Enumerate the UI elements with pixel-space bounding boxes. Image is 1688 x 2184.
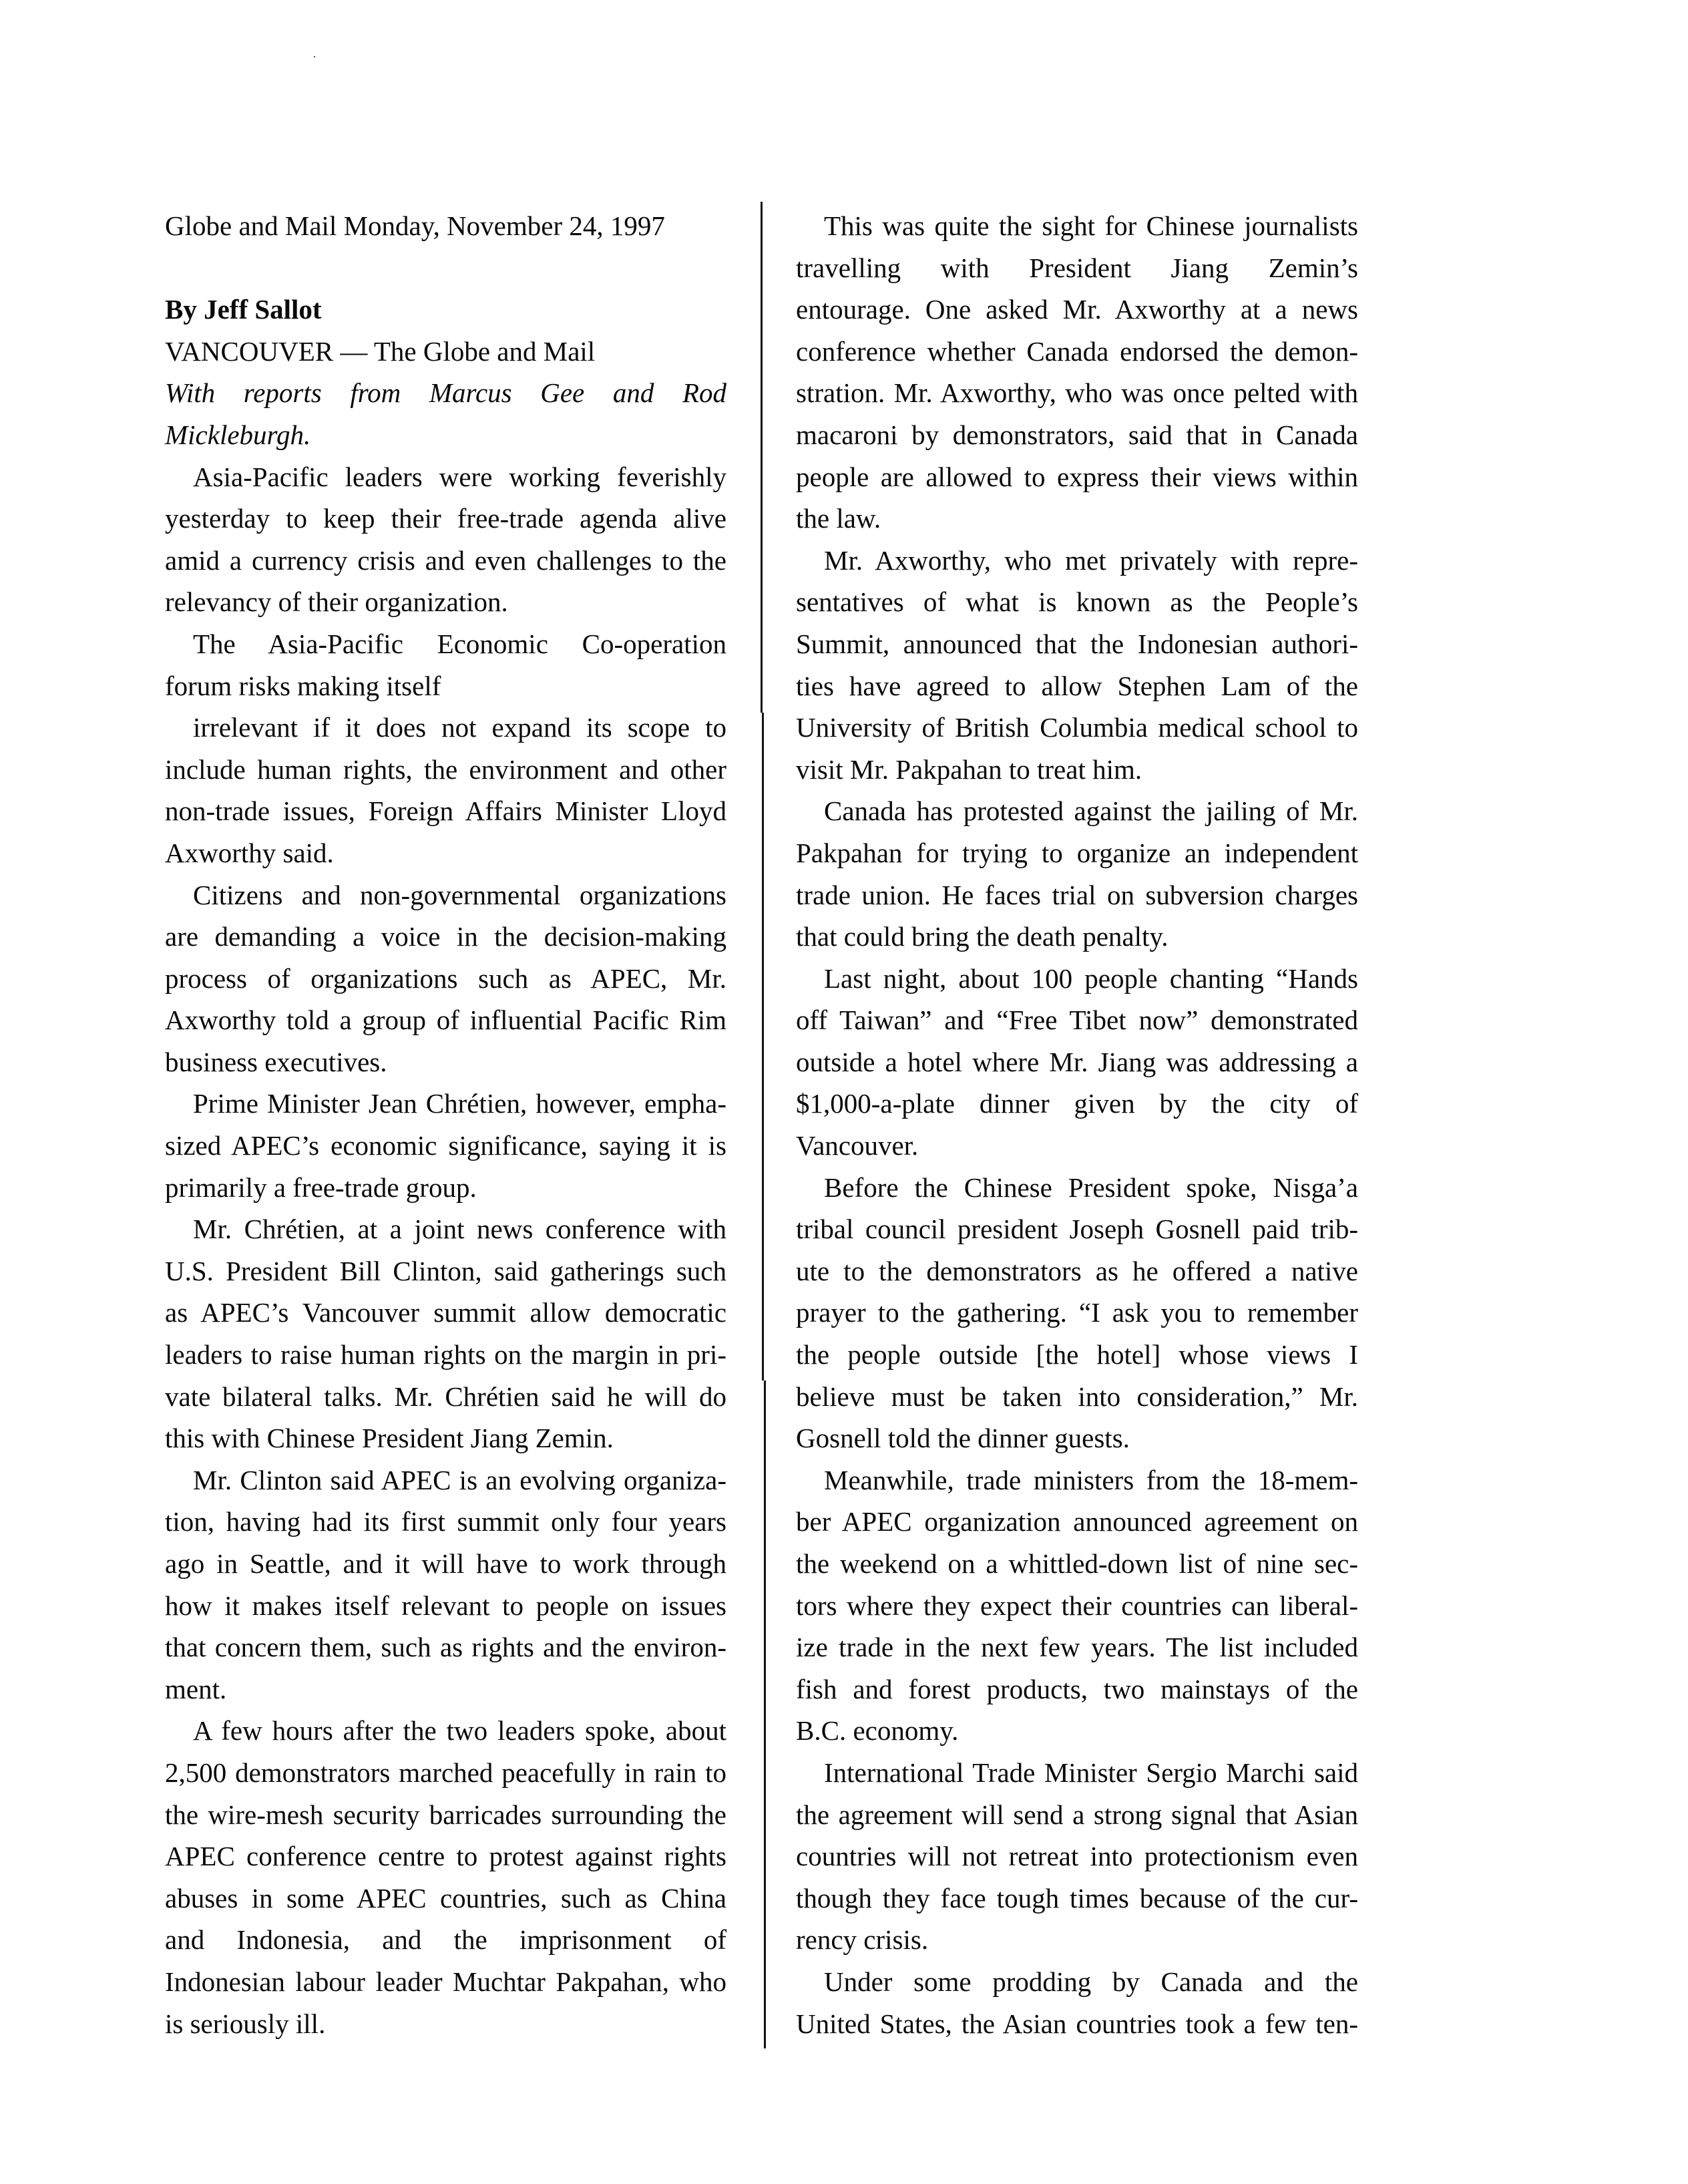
text-line: relevancy of their organization. — [165, 586, 508, 618]
text-line: abuses in some APEC countries, such as China — [165, 1882, 726, 1914]
text-line: Indonesian labour leader Muchtar Pakpahan, who — [165, 1966, 726, 1997]
text-line: are demanding a voice in the decision-making — [165, 921, 726, 952]
text-line: Canada has protested against the jailing of Mr. — [824, 795, 1358, 827]
byline: By Jeff Sallot — [165, 294, 322, 325]
text-line: Meanwhile, trade ministers from the 18-mem- — [824, 1464, 1358, 1495]
text-line: Gosnell told the dinner guests. — [796, 1423, 1130, 1454]
text-line: the wire-mesh security barricades surrounding the — [165, 1799, 726, 1830]
column-divider — [764, 1381, 766, 2048]
text-line: Mr. Chrétien, at a joint news conference with — [193, 1214, 726, 1245]
text-line: vate bilateral talks. Mr. Chrétien said he will do — [165, 1381, 726, 1412]
text-line: this with Chinese President Jiang Zemin. — [165, 1423, 614, 1454]
text-line: Summit, announced that the Indonesian authori- — [796, 628, 1358, 659]
text-line: rency crisis. — [796, 1924, 929, 1956]
text-line: sized APEC’s economic significance, saying it is — [165, 1130, 726, 1161]
text-line: tors where they expect their countries can liberal- — [796, 1590, 1358, 1621]
text-line: tion, having had its first summit only four years — [165, 1506, 726, 1537]
text-line: ago in Seattle, and it will have to work through — [165, 1548, 726, 1579]
text-line: conference whether Canada endorsed the demon- — [796, 335, 1358, 367]
text-line: though they face tough times because of the cur- — [796, 1882, 1358, 1914]
text-line: the agreement will send a strong signal that Asian — [796, 1799, 1358, 1830]
text-line: Before the Chinese President spoke, Nisga’a — [824, 1171, 1358, 1203]
text-line: countries will not retreat into protectionism even — [796, 1841, 1358, 1872]
text-line: The Asia-Pacific Economic Co-operation — [193, 628, 726, 659]
text-line: the people outside [the hotel] whose views I — [796, 1339, 1358, 1371]
text-line: is seriously ill. — [165, 2008, 326, 2039]
text-line: Last night, about 100 people chanting “Hands — [824, 962, 1358, 994]
text-line: ize trade in the next few years. The list included — [796, 1632, 1358, 1663]
text-line: APEC conference centre to protest against rights — [165, 1841, 726, 1872]
text-line: Vancouver. — [796, 1130, 919, 1161]
text-line: that could bring the death penalty. — [796, 921, 1169, 952]
text-line: process of organizations such as APEC, Mr. — [165, 962, 726, 994]
text-line: prayer to the gathering. “I ask you to remember — [796, 1297, 1358, 1328]
text-line: people are allowed to express their views within — [796, 461, 1358, 492]
text-line: U.S. President Bill Clinton, said gatherings such — [165, 1255, 726, 1286]
text-line: Prime Minister Jean Chrétien, however, empha- — [193, 1088, 726, 1119]
credit-line: With reports from Marcus Gee and Rod — [165, 377, 726, 409]
column-divider — [762, 713, 764, 1381]
text-line: leaders to raise human rights on the margin in pri- — [165, 1339, 726, 1371]
text-line: ties have agreed to allow Stephen Lam of the — [796, 670, 1358, 701]
text-line: macaroni by demonstrators, said that in Canada — [796, 419, 1358, 450]
credit-line: Mickleburgh. — [165, 419, 311, 450]
text-line: as APEC’s Vancouver summit allow democratic — [165, 1297, 726, 1328]
text-line: United States, the Asian countries took a few ten- — [796, 2008, 1358, 2039]
text-line: trade union. He faces trial on subversion charges — [796, 879, 1358, 910]
text-line: $1,000-a-plate dinner given by the city of — [796, 1088, 1358, 1119]
text-line: A few hours after the two leaders spoke, about — [193, 1715, 726, 1747]
text-line: Citizens and non-governmental organizations — [193, 879, 726, 910]
text-line: primarily a free-trade group. — [165, 1171, 477, 1203]
text-line: Under some prodding by Canada and the — [824, 1966, 1358, 1997]
text-line: believe must be taken into consideration,” Mr. — [796, 1381, 1358, 1412]
text-line: ment. — [165, 1673, 227, 1704]
right-column — [796, 205, 1358, 2044]
text-line: include human rights, the environment and other — [165, 753, 726, 785]
text-line: International Trade Minister Sergio Marchi said — [824, 1757, 1358, 1788]
text-line: Asia-Pacific leaders were working feverishly — [193, 461, 726, 492]
text-line: sentatives of what is known as the People’s — [796, 586, 1358, 618]
text-line: Pakpahan for trying to organize an independent — [796, 837, 1358, 868]
dateline: Globe and Mail Monday, November 24, 1997 — [165, 210, 665, 241]
text-line: VANCOUVER — The Globe and Mail — [165, 335, 596, 367]
text-line: B.C. economy. — [796, 1715, 959, 1747]
text-line: and Indonesia, and the imprisonment of — [165, 1924, 726, 1956]
text-line: This was quite the sight for Chinese journalists — [824, 210, 1358, 241]
left-column — [165, 205, 726, 2044]
text-line: travelling with President Jiang Zemin’s — [796, 252, 1358, 283]
text-line: ber APEC organization announced agreement on — [796, 1506, 1358, 1537]
text-line: tribal council president Joseph Gosnell paid trib- — [796, 1214, 1358, 1245]
text-line: yesterday to keep their free-trade agenda alive — [165, 503, 726, 534]
text-line: how it makes itself relevant to people on issues — [165, 1590, 726, 1621]
text-line: off Taiwan” and “Free Tibet now” demonstrated — [796, 1005, 1358, 1036]
text-line: the law. — [796, 503, 881, 534]
text-line: amid a currency crisis and even challenges to the — [165, 544, 726, 576]
text-line: non-trade issues, Foreign Affairs Minister Lloyd — [165, 795, 726, 827]
text-line: 2,500 demonstrators marched peacefully in rain to — [165, 1757, 726, 1788]
column-divider — [761, 202, 763, 713]
text-line: Axworthy said. — [165, 837, 334, 868]
text-line: Mr. Clinton said APEC is an evolving organiza- — [193, 1464, 726, 1495]
text-line: visit Mr. Pakpahan to treat him. — [796, 753, 1142, 785]
text-line: ute to the demonstrators as he offered a native — [796, 1255, 1358, 1286]
scan-speck — [314, 56, 315, 57]
text-line: University of British Columbia medical school to — [796, 712, 1358, 743]
text-line: stration. Mr. Axworthy, who was once pelted with — [796, 377, 1358, 409]
text-line: Axworthy told a group of influential Pacific Rim — [165, 1005, 726, 1036]
text-line: the weekend on a whittled-down list of nine sec- — [796, 1548, 1358, 1579]
text-line: outside a hotel where Mr. Jiang was addressing a — [796, 1046, 1358, 1077]
text-line: business executives. — [165, 1046, 387, 1077]
blank-line — [165, 247, 726, 289]
text-line: fish and forest products, two mainstays of the — [796, 1673, 1358, 1704]
text-line: entourage. One asked Mr. Axworthy at a news — [796, 294, 1358, 325]
text-line: Mr. Axworthy, who met privately with repre- — [824, 544, 1358, 576]
text-line: that concern them, such as rights and the environ- — [165, 1632, 726, 1663]
text-line: irrelevant if it does not expand its scope to — [193, 712, 726, 743]
text-line: forum risks making itself — [165, 670, 441, 701]
